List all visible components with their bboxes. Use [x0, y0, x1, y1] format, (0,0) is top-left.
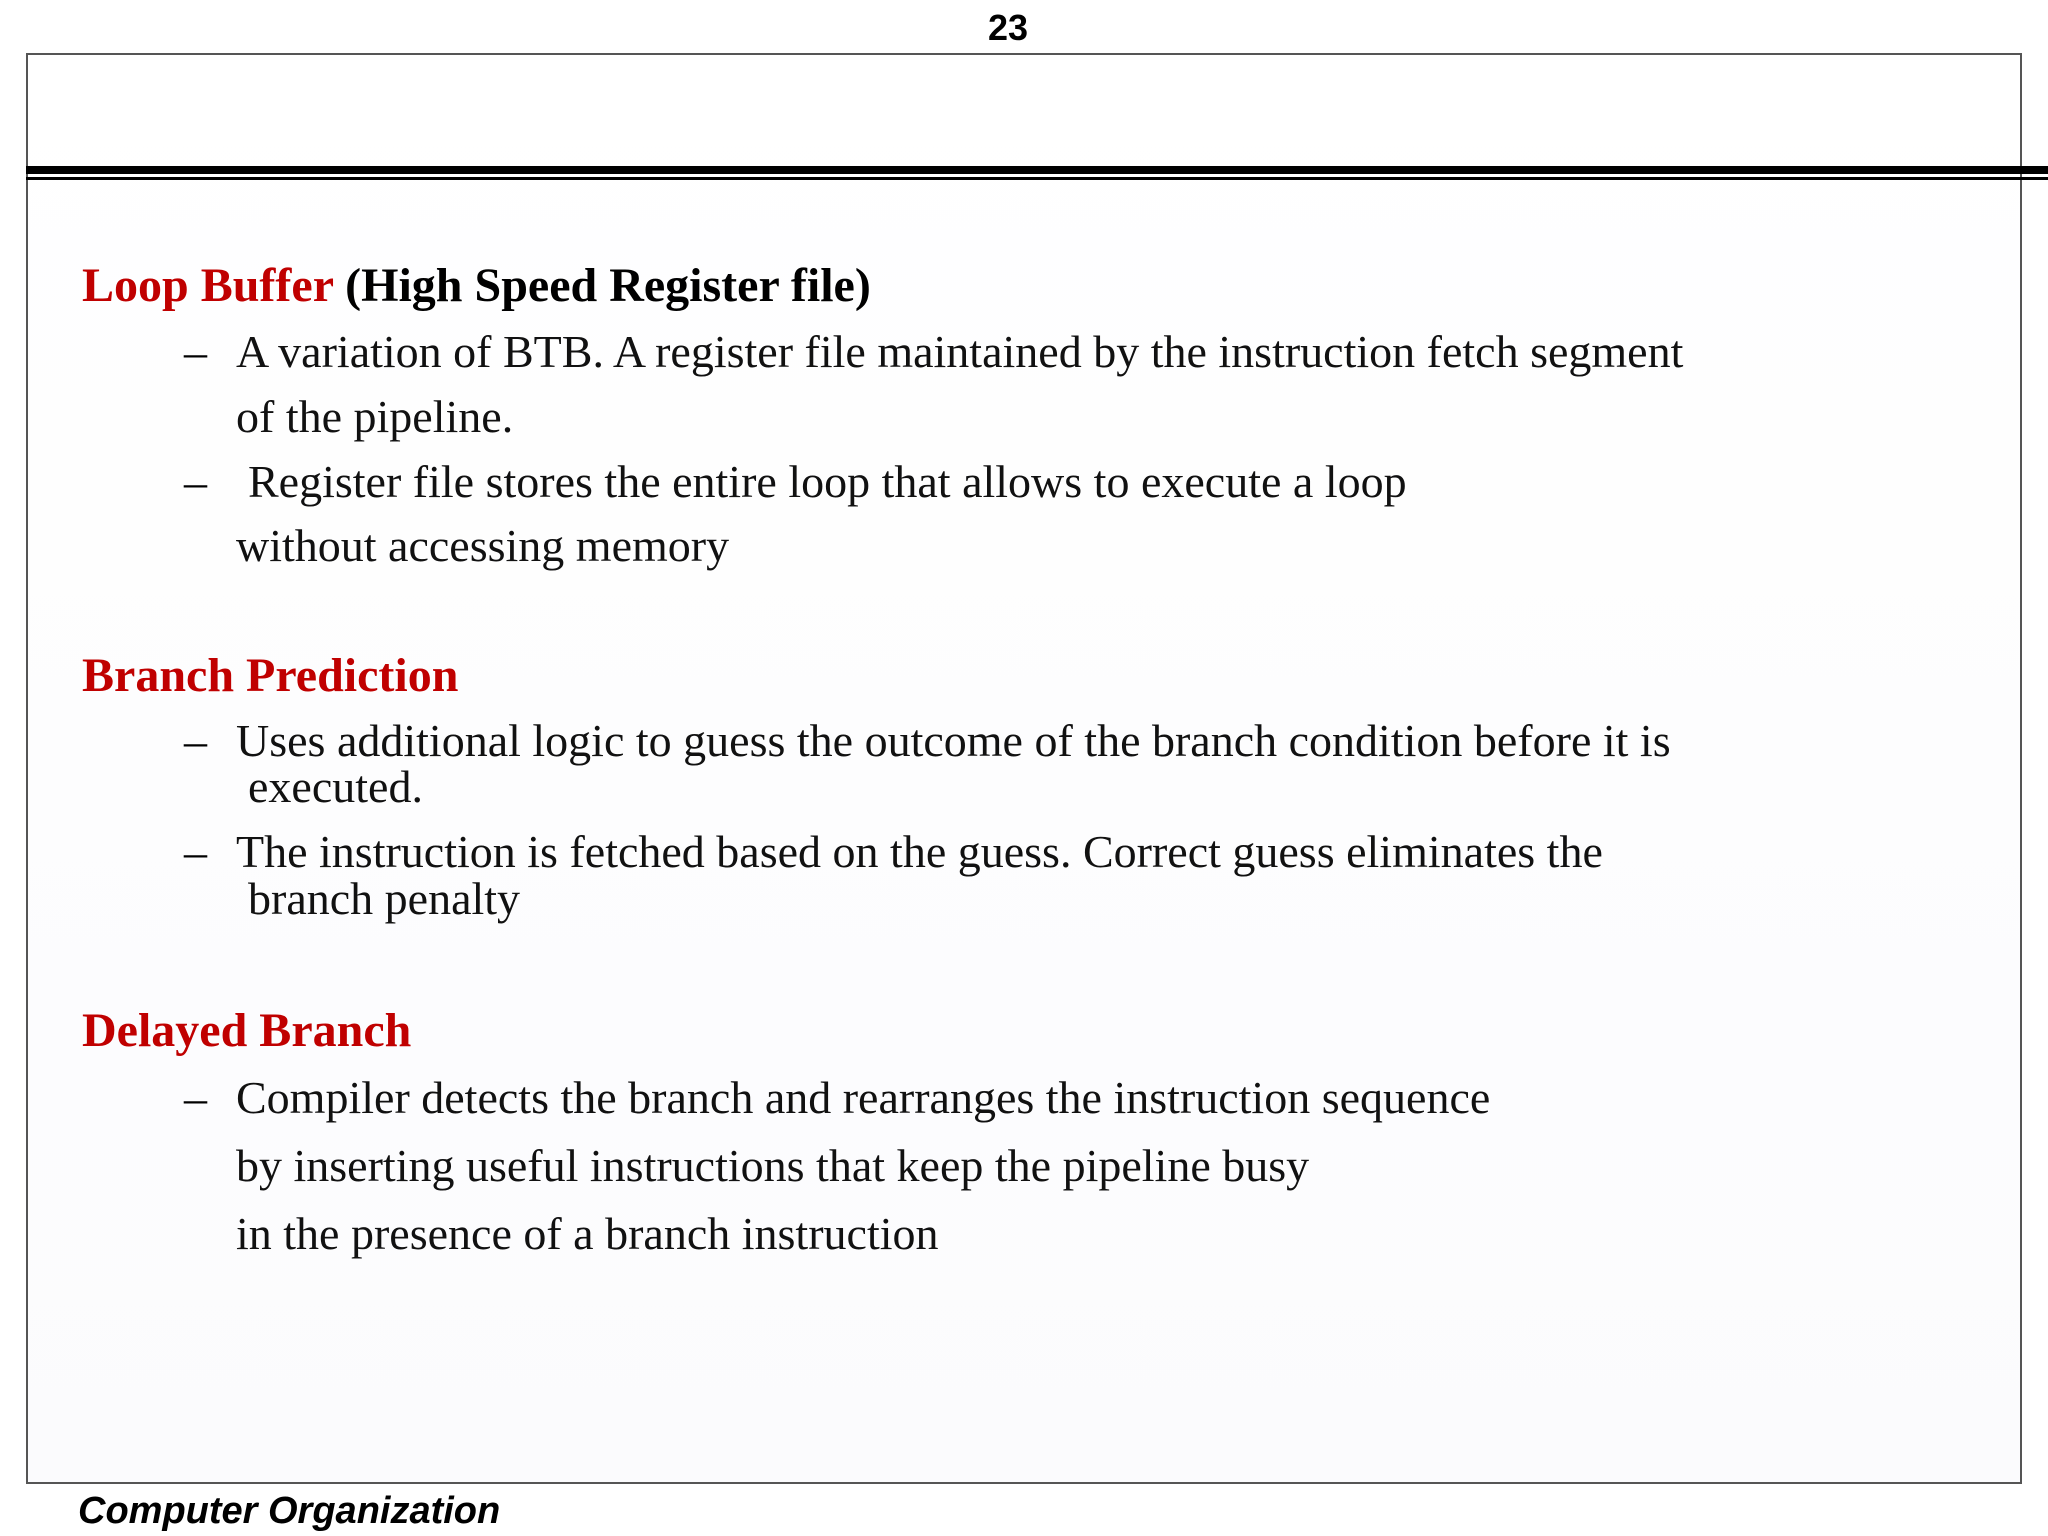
bullet-line: A variation of BTB. A register file maintained by the instruction fetch segment: [236, 326, 1684, 377]
bullet-line: Compiler detects the branch and rearranges the instruction sequence: [236, 1072, 1491, 1123]
bullet-line: of the pipeline.: [236, 391, 514, 442]
bullet-line: in the presence of a branch instruction: [236, 1208, 939, 1259]
bullet-line: by inserting useful instructions that keep the pipeline busy: [236, 1140, 1310, 1191]
section-heading-delayed-branch: [82, 1003, 411, 1059]
bullet-line: Uses additional logic to guess the outcome of the branch condition before it is: [236, 715, 1671, 766]
section-title: Loop Buffer: [82, 259, 334, 312]
bullet-dash: –: [184, 826, 207, 877]
section-title: Delayed Branch: [82, 1004, 412, 1057]
bullet-line: executed.: [248, 761, 423, 812]
title-divider-thick: [26, 166, 2048, 174]
bullet-dash: –: [184, 715, 207, 766]
page-number: 23: [987, 7, 1029, 48]
footer-course-title: Computer Organization: [78, 1490, 501, 1532]
bullet-line: without accessing memory: [236, 520, 730, 571]
bullet-dash: –: [184, 1072, 207, 1123]
section-heading-branch-prediction: [82, 648, 458, 704]
section-heading-loop-buffer: [82, 258, 871, 314]
bullet-line: branch penalty: [248, 873, 521, 924]
bullet-dash: –: [184, 456, 207, 507]
section-subtitle: (High Speed Register file): [345, 259, 871, 312]
bullet-line: Register file stores the entire loop that allows to execute a loop: [248, 456, 1407, 507]
title-divider-thin: [26, 177, 2048, 180]
section-title: Branch Prediction: [82, 649, 459, 702]
bullet-dash: –: [184, 326, 207, 377]
bullet-line: The instruction is fetched based on the guess. Correct guess eliminates the: [236, 826, 1603, 877]
